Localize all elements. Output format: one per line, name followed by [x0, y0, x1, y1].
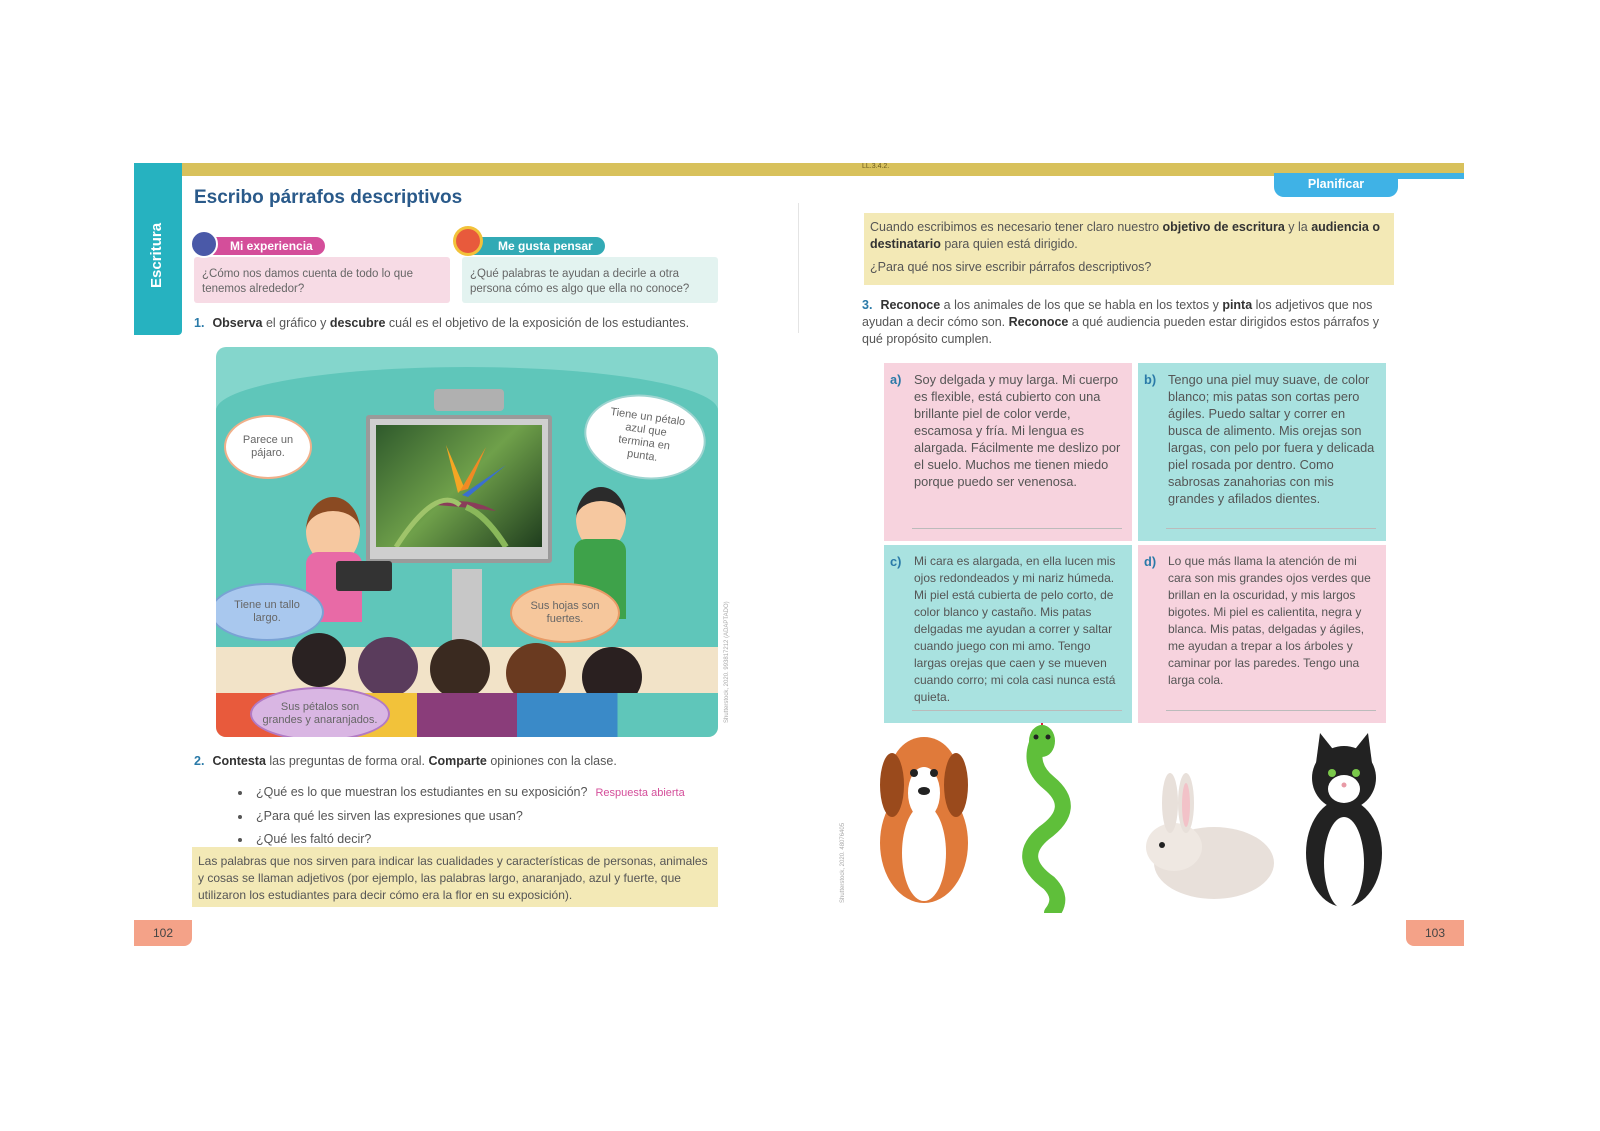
q3-text-rest: a qué audiencia pueden estar dirigidos estos párrafos y qué propósito cumplen. [862, 315, 1379, 346]
answer-line[interactable] [1166, 710, 1376, 711]
adjectives-info-box [192, 847, 718, 907]
objective-text-c: y la [1284, 220, 1312, 234]
animals-credit: Shutterstock, 2020. 48076405 [840, 822, 846, 903]
question-3-number: 3. [862, 298, 873, 312]
list-item [252, 781, 685, 805]
speech-bubble-text: Sus pétalos son grandes y anaranjados. [262, 701, 378, 726]
page-number-right: 103 [1406, 920, 1464, 946]
flower-drawing [376, 425, 542, 547]
q3-verb-reconoce-2: Reconoce [1008, 315, 1069, 329]
page-divider [798, 203, 799, 333]
animals-drawing [874, 723, 1404, 913]
answer-line[interactable] [912, 710, 1122, 711]
card-text: Lo que más llama la atención de mi cara son mis grandes ojos verdes que brillan en la oscuridad, y mis largos bigotes. Mi piel es calientita, negra y blanca. Mis patas, delgadas y ágiles, me ayudan a trepar a los árboles y caminar por las paredes. Tengo una larga cola. [1168, 554, 1371, 687]
speech-bubble [224, 415, 312, 479]
question-2-number: 2. [194, 754, 205, 768]
objective-text [870, 219, 1388, 276]
student-head [358, 637, 418, 697]
section-tab [134, 163, 182, 335]
speech-bubble-text: Parece un pájaro. [242, 434, 294, 459]
speech-bubble-text: Tiene un pétalo azul que termina en punta. [609, 406, 686, 464]
screen-stand [452, 569, 482, 649]
card-label: d) [1144, 554, 1157, 569]
objective-bold-1: objetivo de escritura [1162, 220, 1285, 234]
question-2-list [234, 781, 685, 851]
q2-text-mid: las preguntas de forma oral. [265, 754, 429, 768]
think-box [462, 257, 718, 303]
objective-text-e: para quien está dirigido. [940, 237, 1078, 251]
q3-verb-pinta: pinta [1222, 298, 1253, 312]
q2-verb-comparte: Comparte [428, 754, 487, 768]
question-2 [194, 753, 794, 770]
standard-code: LL.3.4.2. [862, 163, 890, 170]
student-head [292, 633, 346, 687]
experience-text: ¿Cómo nos damos cuenta de todo lo que tenemos alrededor? [202, 268, 413, 295]
open-answer-note: Respuesta abierta [595, 787, 685, 799]
objective-paragraph [870, 219, 1388, 253]
objective-text-a: Cuando escribimos es necesario tener claro nuestro [870, 220, 1163, 234]
adjectives-info-text: Las palabras que nos sirven para indicar las cualidades y características de personas, animales y cosas se llaman adjetivos (por ejemplo, las palabras largo, anaranjado, azul y fuerte, que utilizaron los estudiantes para decir cómo era la flor en su exposición). [198, 854, 708, 902]
snake-icon [1029, 723, 1063, 913]
q3-verb-reconoce: Reconoce [880, 298, 941, 312]
q1-verb-observa: Observa [212, 316, 263, 330]
right-top-tab [1398, 173, 1464, 179]
think-text: ¿Qué palabras te ayudan a decirle a otra persona cómo es algo que ella no conoce? [470, 268, 690, 295]
think-label: Me gusta pensar [468, 237, 605, 255]
q1-text-rest: cuál es el objetivo de la exposición de los estudiantes. [385, 316, 690, 330]
question-3 [862, 297, 1396, 348]
textbook-spread [134, 163, 1464, 965]
animals-illustration [874, 723, 1404, 913]
classroom-illustration [216, 347, 718, 737]
card-label: c) [890, 554, 902, 569]
speech-bubble [510, 583, 620, 643]
description-card-c [884, 545, 1132, 723]
rabbit-icon [1146, 773, 1274, 899]
brain-icon [190, 230, 218, 258]
card-text: Soy delgada y muy larga. Mi cuerpo es flexible, está cubierto con una brillante piel de color verde, escamosa y fría. Mi lengua es alargada. Fácilmente me deslizo por el suelo. Muchos me tienen miedo porque puedo ser venenosa. [914, 372, 1121, 489]
page-number-left: 102 [134, 920, 192, 946]
q2-item-text: ¿Qué es lo que muestran los estudiantes en su exposición? [256, 785, 588, 799]
answer-line[interactable] [1166, 528, 1376, 529]
speech-bubble-text: Tiene un tallo largo. [234, 599, 300, 624]
planificar-tab: Planificar [1274, 173, 1398, 197]
answer-line[interactable] [912, 528, 1122, 529]
description-card-b [1138, 363, 1386, 541]
whiteboard-screen [366, 415, 552, 563]
objective-question: ¿Para qué nos sirve escribir párrafos descriptivos? [870, 260, 1152, 274]
page-title: Escribo párrafos descriptivos [194, 187, 463, 208]
description-card-a [884, 363, 1132, 541]
speech-bubble-text: Sus hojas son fuertes. [530, 600, 600, 625]
sun-icon [456, 229, 480, 253]
objective-bold-2: audiencia o destinatario [870, 220, 1380, 251]
student-head [430, 639, 490, 699]
laptop-icon [336, 561, 392, 591]
q2-item-text: ¿Para qué les sirven las expresiones que usan? [256, 809, 523, 823]
q2-text-rest: opiniones con la clase. [486, 754, 617, 768]
q1-verb-descubre: descubre [329, 316, 386, 330]
description-card-d [1138, 545, 1386, 723]
section-tab-label: Escritura [148, 222, 165, 288]
q3-text-mid2: los adjetivos que nos ayudan a decir cómo son. [862, 298, 1373, 329]
speech-bubble [250, 687, 390, 737]
question-1 [194, 315, 794, 332]
bird-of-paradise-flower-image [376, 425, 542, 547]
objective-box [864, 213, 1394, 285]
card-text: Tengo una piel muy suave, de color blanco; mis patas son cortas pero ágiles. Puedo saltar y correr en busca de alimento. Mis orejas son largas, con pelo por fuera y delicada piel rosada por dentro. Como sabrosas zanahorias con mis grandes y afilados dientes. [1168, 372, 1375, 506]
illustration-credit: Shutterstock, 2020. 993817212 (ADAPTADO) [724, 601, 730, 723]
top-color-bar-left [182, 163, 854, 176]
q2-verb-contesta: Contesta [212, 754, 266, 768]
projector-icon [434, 389, 504, 411]
q1-text-mid: el gráfico y [262, 316, 330, 330]
question-1-number: 1. [194, 316, 205, 330]
card-label: b) [1144, 372, 1157, 387]
card-text: Mi cara es alargada, en ella lucen mis ojos redondeados y mi nariz húmeda. Mi piel está cubierta de pelo corto, de color blanco y castaño. Mis patas delgadas me ayudan a correr y saltar cuando juego con mi amo. Tengo largas orejas que caen y se mueven cuando corro; mi cola casi nunca está quieta. [914, 554, 1116, 704]
q2-item-text: ¿Qué les faltó decir? [256, 832, 372, 846]
experience-box [194, 257, 450, 303]
experience-label: Mi experiencia [200, 237, 325, 255]
list-item [252, 805, 685, 828]
cat-icon [1306, 733, 1382, 909]
dog-icon [880, 737, 968, 903]
q3-text-mid1: a los animales de los que se habla en los textos y [940, 298, 1223, 312]
card-label: a) [890, 372, 902, 387]
